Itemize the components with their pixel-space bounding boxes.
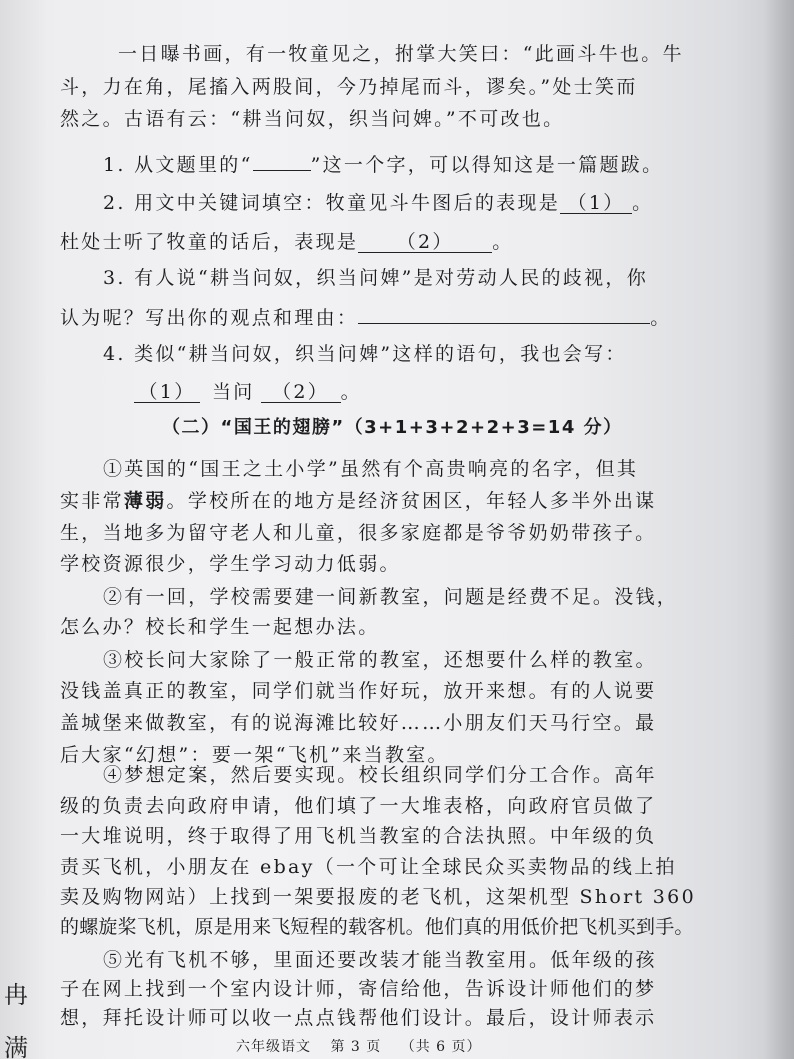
q1-suffix: ”这一个字，可以得知这是一篇题跋。 xyxy=(310,154,664,176)
q1-prefix: 1. 从文题里的“ xyxy=(103,154,253,176)
section-2-title: （二）“国王的翅膀”（3+1+3+2+2+3=14 分） xyxy=(162,417,623,438)
q4-blank-2[interactable]: （2） xyxy=(261,382,341,403)
q2-suffix: 。 xyxy=(632,192,654,214)
footer-subject: 六年级语文 xyxy=(236,1039,311,1055)
footer-page-number: 第 3 页 xyxy=(330,1039,382,1055)
para2-line-1: ②有一回，学校需要建一间新教室，问题是经费不足。没钱， xyxy=(103,586,679,608)
bold-keyword: 薄弱 xyxy=(123,490,167,512)
handwritten-note-2: 满 xyxy=(4,1034,28,1059)
para3-line-1: ③校长问大家除了一般正常的教室，还想要什么样的教室。 xyxy=(103,649,657,671)
para1-line-2-post: 。学校所在的地方是经济贫困区，年轻人多半外出谋 xyxy=(166,490,657,512)
para4-line-1: ④梦想定案，然后要实现。校长组织同学们分工合作。高年 xyxy=(103,764,657,786)
question-3-line-1: 3. 有人说“耕当问奴，织当问婢”是对劳动人民的歧视，你 xyxy=(103,267,648,289)
question-1 xyxy=(103,153,663,177)
q4-suffix: 。 xyxy=(340,381,362,403)
q3-answer-blank[interactable] xyxy=(358,323,650,324)
passage1-line-1: 一日曝书画，有一牧童见之，拊掌大笑曰：“此画斗牛也。牛 xyxy=(118,43,684,65)
para5-line-2: 子在网上找到一个室内设计师，寄信给他，告诉设计师他们的梦 xyxy=(60,978,657,1000)
left-margin xyxy=(0,0,46,1059)
para3-line-4: 后大家“幻想”：要一架“飞机”来当教室。 xyxy=(60,744,449,766)
footer-total-pages: （共 6 页） xyxy=(400,1039,482,1055)
q2b-prefix: 杜处士听了牧童的话后，表现是 xyxy=(60,231,359,253)
para4-line-3: 一大堆说明，终于取得了用飞机当教室的合法执照。中年级的负 xyxy=(60,825,657,847)
q4-middle: 当问 xyxy=(212,381,255,403)
para4-line-2: 级的负责去向政府申请，他们填了一大堆表格，向政府官员做了 xyxy=(60,795,657,817)
q3-suffix: 。 xyxy=(650,307,672,329)
q2-blank-2[interactable]: （2） xyxy=(358,232,492,253)
question-2-continued xyxy=(60,230,514,254)
q1-answer-blank[interactable] xyxy=(253,170,311,171)
para1-line-1: ①英国的“国王之土小学”虽然有个高贵响亮的名字，但其 xyxy=(103,458,639,480)
question-3-line-2 xyxy=(60,306,672,330)
handwritten-note-1: 冉 xyxy=(4,981,28,1009)
para5-line-1: ⑤光有飞机不够，里面还要改装才能当教室用。低年级的孩 xyxy=(103,949,657,971)
q4-blank-1[interactable]: （1） xyxy=(134,382,200,403)
para2-line-2: 怎么办？校长和学生一起想办法。 xyxy=(60,616,380,638)
para4-line-4: 责买飞机，小朋友在 ebay（一个可让全球民众买卖物品的线上拍 xyxy=(60,856,677,878)
para5-line-3: 想，拜托设计师可以收一点点钱帮他们设计。最后，设计师表示 xyxy=(60,1007,657,1029)
passage1-line-2: 斗，力在角，尾搐入两股间，今乃掉尾而斗，谬矣。”处士笑而 xyxy=(60,76,638,98)
q2b-suffix: 。 xyxy=(492,231,514,253)
para1-line-3: 生，当地多为留守老人和儿童，很多家庭都是爷爷奶奶带孩子。 xyxy=(60,522,657,544)
para3-line-3: 盖城堡来做教室，有的说海滩比较好……小朋友们天马行空。最 xyxy=(60,712,657,734)
q2-blank-1[interactable]: （1） xyxy=(560,193,632,214)
page-footer xyxy=(236,1036,496,1056)
page-edge-shadow xyxy=(764,0,794,1059)
para4-line-6: 的螺旋桨飞机，原是用来飞短程的载客机。他们真的用低价把飞机买到手。 xyxy=(60,916,694,938)
para3-line-2: 没钱盖真正的教室，同学们就当作好玩，放开来想。有的人说要 xyxy=(60,680,657,702)
question-2 xyxy=(103,191,653,215)
passage1-line-3: 然之。古语有云：“耕当问奴，织当问婢。”不可改也。 xyxy=(60,108,565,130)
question-4-line-2 xyxy=(134,380,362,404)
para1-line-4: 学校资源很少，学生学习动力低弱。 xyxy=(60,553,401,575)
question-4-line-1: 4. 类似“耕当问奴，织当问婢”这样的语句，我也会写： xyxy=(103,343,627,365)
q2-prefix: 2. 用文中关键词填空：牧童见斗牛图后的表现是 xyxy=(103,192,561,214)
para1-line-2 xyxy=(60,489,656,513)
para1-line-2-pre: 实非常 xyxy=(60,490,124,512)
para4-line-5: 卖及购物网站）上找到一架要报废的老飞机，这架机型 Short 360 xyxy=(60,886,696,908)
q3-prefix: 认为呢？写出你的观点和理由： xyxy=(60,307,359,329)
